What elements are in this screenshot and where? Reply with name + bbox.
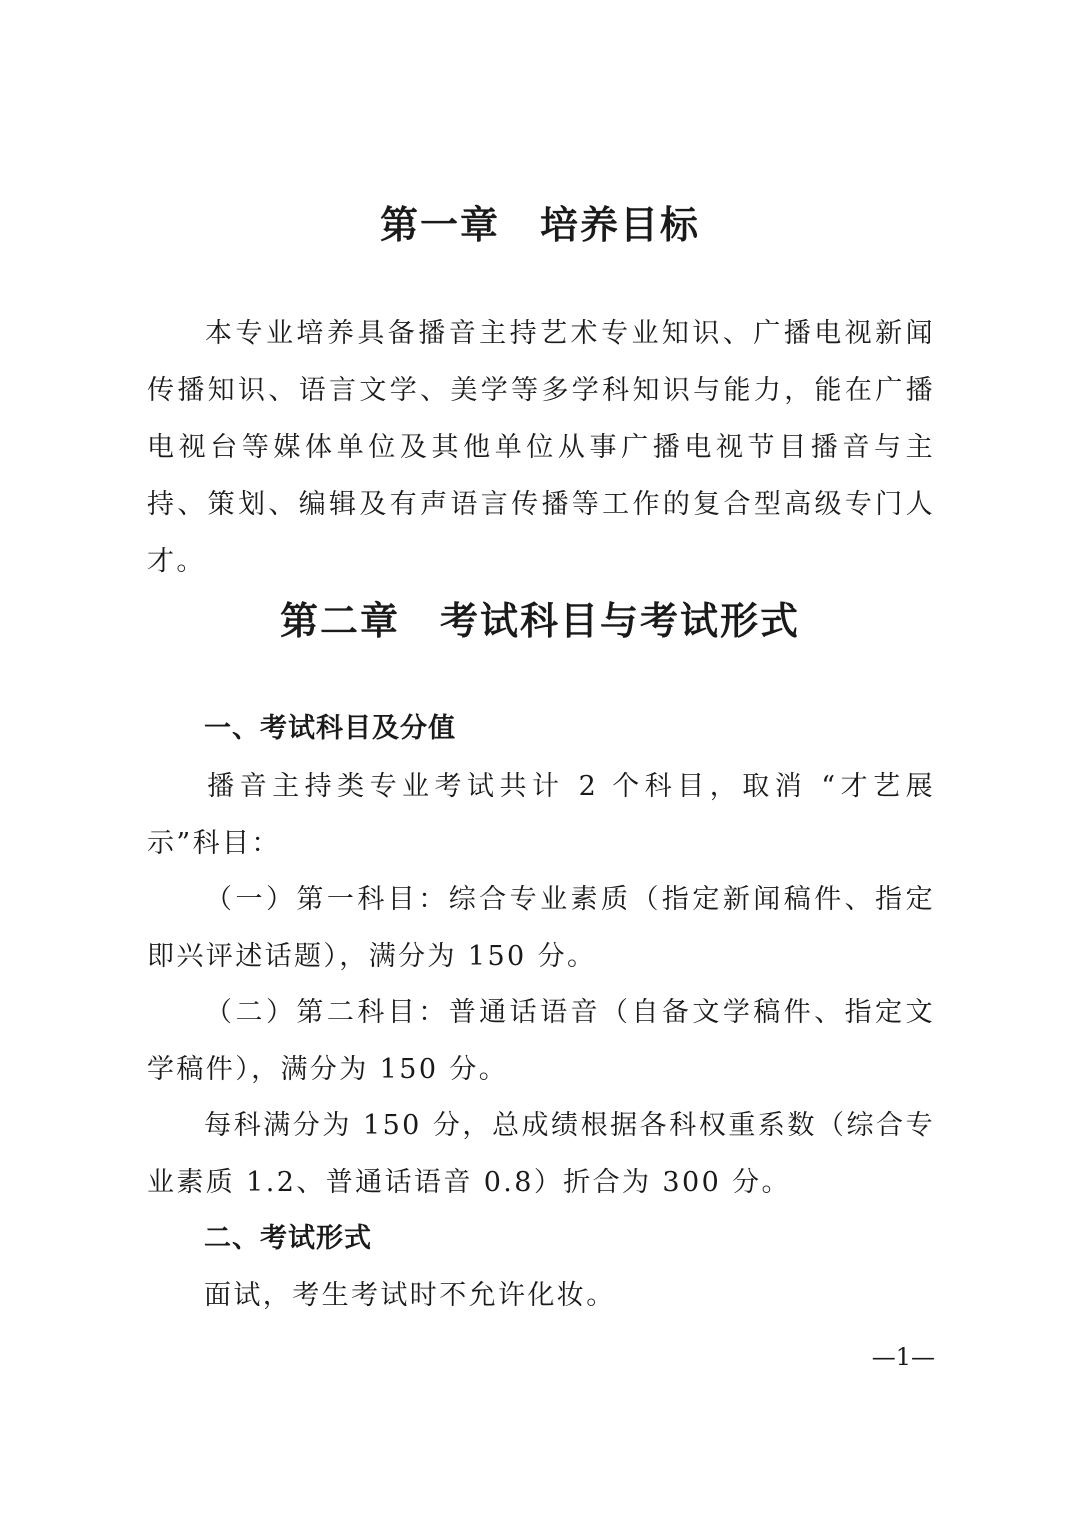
subject-1-paragraph-text: （一）第一科目：综合专业素质（指定新闻稿件、指定即兴评述话题），满分为 150 分。 [147, 884, 935, 972]
section-1-paragraph-text: 播音主持类专业考试共计 2 个科目，取消 “才艺展示”科目： [147, 771, 935, 859]
subject-2-paragraph [147, 984, 935, 1098]
section-1-heading: 一、考试科目及分值 [204, 713, 456, 744]
section-2-heading: 二、考试形式 [204, 1223, 372, 1254]
chapter-1-paragraph [147, 305, 935, 590]
subject-1-paragraph [147, 871, 935, 985]
score-paragraph [147, 1097, 935, 1211]
score-paragraph-text: 每科满分为 150 分，总成绩根据各科权重系数（综合专业素质 1.2、普通话语音 0.8）折合为 300 分。 [147, 1110, 935, 1198]
chapter-2-title: 第二章 考试科目与考试形式 [279, 599, 800, 643]
chapter-1-paragraph-text: 本专业培养具备播音主持艺术专业知识、广播电视新闻传播知识、语言文学、美学等多学科知识与能力，能在广播电视台等媒体单位及其他单位从事广播电视节目播音与主持、策划、编辑及有声语言传播等工作的复合型高级专门人才。 [147, 318, 935, 577]
section-2-paragraph-text: 面试，考生考试时不允许化妆。 [204, 1280, 616, 1311]
chapter-1-title: 第一章 培养目标 [379, 203, 700, 247]
subject-2-paragraph-text: （二）第二科目：普通话语音（自备文学稿件、指定文学稿件），满分为 150 分。 [147, 997, 935, 1085]
page-number: —1— [871, 1343, 935, 1371]
section-2-paragraph [147, 1267, 935, 1324]
section-1-paragraph [147, 758, 935, 872]
